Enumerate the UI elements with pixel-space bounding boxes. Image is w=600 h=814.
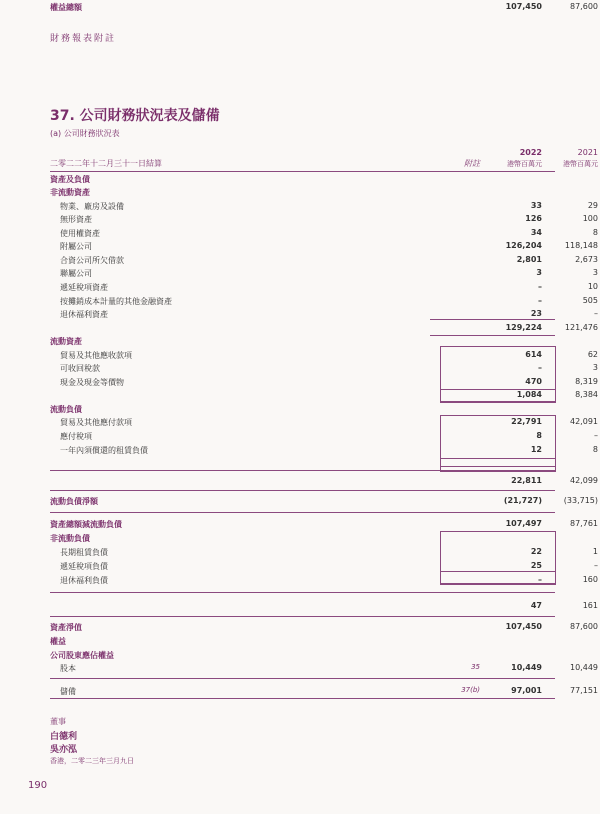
- row-note: 35: [471, 663, 480, 671]
- value-2021: –: [594, 561, 598, 570]
- table-row: [50, 266, 598, 280]
- value-2021: 3: [592, 363, 598, 372]
- row-label: 流動負債淨額: [50, 497, 98, 506]
- value-2021: (33,715): [563, 496, 598, 505]
- page-header: 財務報表附註: [50, 34, 117, 44]
- director-name-1: 白德利: [50, 732, 78, 742]
- table-row: [50, 321, 598, 335]
- value-2021: 505: [582, 296, 598, 305]
- row-label: 非流動負債: [50, 534, 90, 543]
- table-row: [50, 226, 598, 240]
- value-2021: 10: [587, 282, 598, 291]
- row-label: 聯屬公司: [60, 269, 92, 278]
- row-label: 長期租賃負債: [60, 548, 108, 557]
- table-row: [50, 280, 598, 294]
- row-label: 資產總額減流動負債: [50, 520, 122, 529]
- row-label: 公司股東應佔權益: [50, 651, 114, 660]
- value-2021: 29: [587, 201, 598, 210]
- value-2021: 87,600: [570, 622, 598, 631]
- table-header: [50, 148, 598, 172]
- value-2021: 118,148: [564, 241, 598, 250]
- date-label: 二零二二年十二月三十一日結算: [50, 159, 162, 168]
- value-2022: 97,001: [511, 686, 542, 695]
- row-label: 儲備: [60, 687, 76, 696]
- value-2022: 470: [525, 377, 542, 386]
- row-label: 應付稅項: [60, 432, 92, 441]
- table-row: [50, 212, 598, 226]
- unit-2022: 港幣百萬元: [507, 160, 542, 168]
- note-column-header: 附註: [464, 159, 480, 168]
- value-2022: 107,450: [505, 622, 542, 631]
- row-label: 退休福利負債: [60, 576, 108, 585]
- value-2022: 12: [530, 445, 542, 454]
- value-2022: 1,084: [516, 390, 542, 399]
- row-label: 按攤銷成本計量的其他金融資產: [60, 297, 172, 306]
- table-rule: [50, 678, 555, 679]
- value-2021: 8,319: [575, 377, 598, 386]
- note-subtitle: (a) 公司財務狀況表: [50, 129, 120, 138]
- value-2021: 77,151: [570, 686, 598, 695]
- row-label: 貿易及其他應付款項: [60, 418, 132, 427]
- value-2022: –: [538, 296, 542, 305]
- value-2022: 22,811: [511, 476, 542, 485]
- row-note: 37(b): [461, 686, 480, 694]
- table-rule: [50, 616, 555, 617]
- value-2021: 1: [592, 547, 598, 556]
- value-2022: 107,497: [505, 519, 542, 528]
- table-row: [50, 0, 598, 14]
- table-rule: [50, 698, 555, 699]
- value-2021: 100: [582, 214, 598, 223]
- value-2021: 121,476: [564, 323, 598, 332]
- table-row: [50, 474, 598, 488]
- row-label: 貿易及其他應收款項: [60, 351, 132, 360]
- value-2021: 2,673: [575, 255, 598, 264]
- row-label: 一年內須償還的租賃負債: [60, 446, 148, 455]
- year-2021: 2021: [577, 148, 598, 157]
- row-label: 股本: [60, 664, 76, 673]
- value-2022: 614: [525, 350, 542, 359]
- row-label: 權益總額: [50, 3, 82, 12]
- table-row: [50, 620, 598, 634]
- value-2022: –: [538, 282, 542, 291]
- value-2022: 107,450: [505, 2, 542, 11]
- value-2021: 8,384: [575, 390, 598, 399]
- table-row: [50, 494, 598, 508]
- table-rule: [430, 335, 555, 336]
- subtotal-box: [440, 571, 556, 585]
- table-row: [50, 648, 555, 662]
- row-label: 物業、廠房及設備: [60, 202, 124, 211]
- row-label: 流動負債: [50, 405, 82, 414]
- table-row: [50, 684, 598, 698]
- table-row: [50, 185, 555, 199]
- table-row: [50, 199, 598, 213]
- value-2022: 33: [530, 201, 542, 210]
- value-2022: 126,204: [505, 241, 542, 250]
- value-2021: 161: [582, 601, 598, 610]
- value-2021: 8: [592, 228, 598, 237]
- row-label: 附屬公司: [60, 242, 92, 251]
- value-2022: 34: [530, 228, 542, 237]
- value-2021: 42,099: [570, 476, 598, 485]
- value-2022: 8: [536, 431, 542, 440]
- value-2021: 10,449: [570, 663, 598, 672]
- value-2022: –: [538, 575, 542, 584]
- subtotal-box: [440, 389, 556, 403]
- value-2021: 62: [587, 350, 598, 359]
- unit-2021: 港幣百萬元: [563, 160, 598, 168]
- value-2022: 22,791: [511, 417, 542, 426]
- year-2022: 2022: [519, 148, 542, 157]
- table-row: [50, 634, 555, 648]
- value-2021: 160: [582, 575, 598, 584]
- value-2022: 22: [530, 547, 542, 556]
- value-2022: –: [538, 363, 542, 372]
- value-2021: –: [594, 309, 598, 318]
- row-label: 流動資產: [50, 337, 82, 346]
- row-label: 無形資產: [60, 215, 92, 224]
- value-2021: 8: [592, 445, 598, 454]
- table-row: [50, 517, 598, 531]
- row-label: 遞延稅項資產: [60, 283, 108, 292]
- value-2022: 129,224: [505, 323, 542, 332]
- value-2022: 10,449: [511, 663, 542, 672]
- value-2022: 2,801: [516, 255, 542, 264]
- value-2022: 3: [536, 268, 542, 277]
- row-label: 遞延稅項負債: [60, 562, 108, 571]
- value-2022: 126: [525, 214, 542, 223]
- table-rule: [50, 490, 555, 491]
- note-title: 37. 公司財務狀況表及儲備: [50, 108, 220, 124]
- table-rule: [50, 592, 555, 593]
- row-label: 可收回稅款: [60, 364, 100, 373]
- row-label: 權益: [50, 637, 66, 646]
- table-row: [50, 402, 555, 416]
- value-2021: 42,091: [570, 417, 598, 426]
- directors-label: 董事: [50, 717, 66, 726]
- table-rule: [430, 319, 555, 320]
- value-2021: 3: [592, 268, 598, 277]
- value-2022: (21,727): [503, 496, 542, 505]
- row-label: 合資公司所欠借款: [60, 256, 124, 265]
- table-row: [50, 172, 555, 186]
- value-2021: 87,761: [570, 519, 598, 528]
- value-2022: 47: [530, 601, 542, 610]
- table-rule: [50, 512, 555, 513]
- row-label: 資產及負債: [50, 175, 90, 184]
- table-row: [50, 239, 598, 253]
- table-row: [50, 253, 598, 267]
- value-2021: 87,600: [570, 2, 598, 11]
- table-row: [50, 294, 598, 308]
- director-name-2: 吳亦泓: [50, 745, 78, 755]
- row-label: 現金及現金等價物: [60, 378, 124, 387]
- row-label: 使用權資產: [60, 229, 100, 238]
- table-rule: [50, 470, 555, 471]
- row-label: 資產淨值: [50, 623, 82, 632]
- value-2021: –: [594, 431, 598, 440]
- row-label: 退休福利資產: [60, 310, 108, 319]
- date-line: 香港，二零二三年三月九日: [50, 757, 134, 765]
- value-2022: 25: [530, 561, 542, 570]
- table-row: [50, 599, 598, 613]
- row-label: 非流動資產: [50, 188, 90, 197]
- page-number: 190: [28, 780, 48, 791]
- value-2022: 23: [530, 309, 542, 318]
- table-row: [50, 661, 598, 675]
